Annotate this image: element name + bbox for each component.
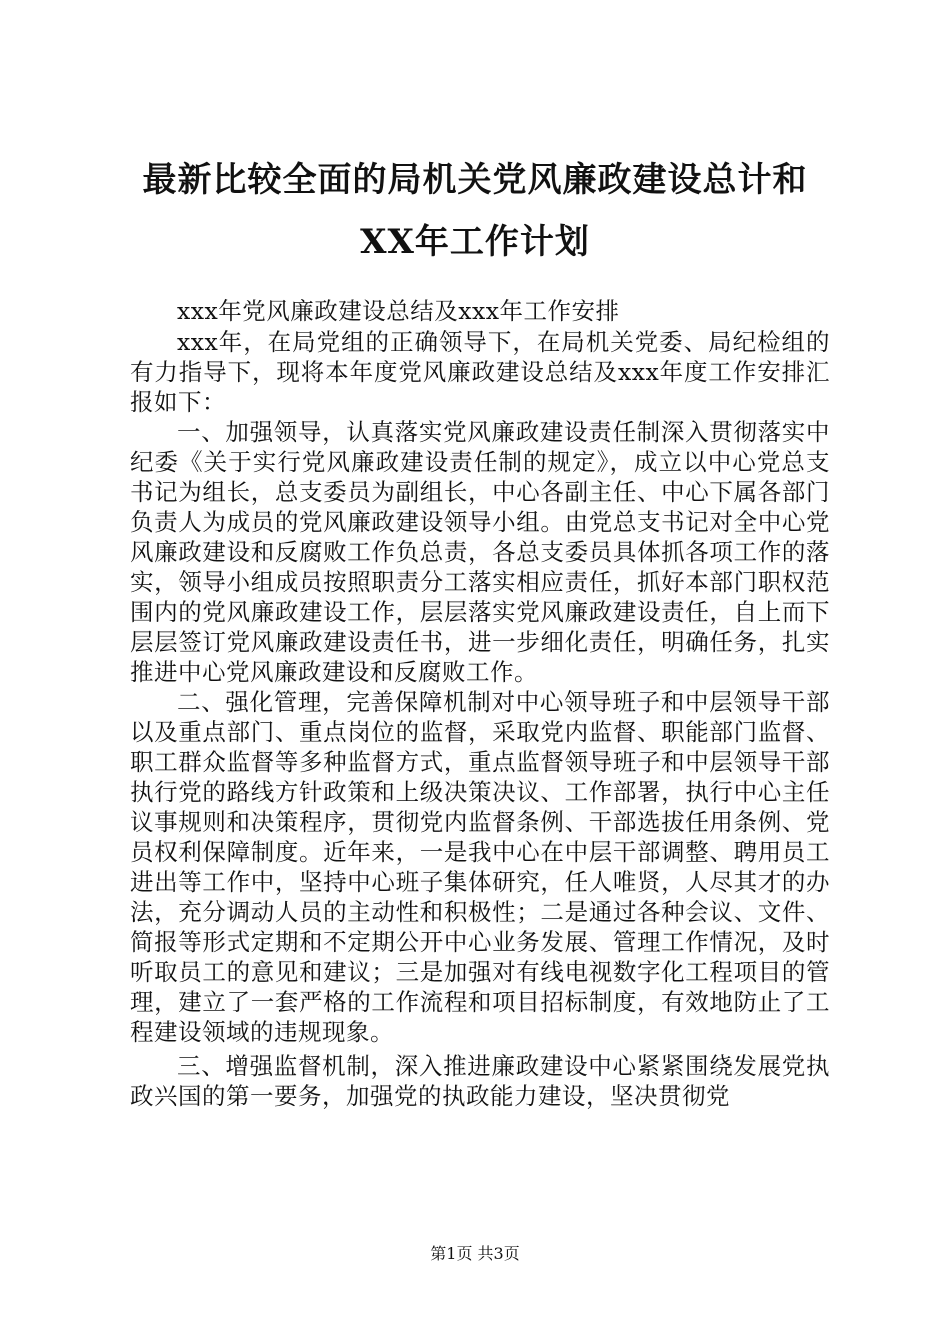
paragraph-section-1: 一、加强领导，认真落实党风廉政建设责任制深入贯彻落实中纪委《关于实行党风廉政建设责任制的规定》，成立以中心党总支书记为组长，总支委员为副组长，中心各副主任、中心下属各部门负责人为成员的党风廉政建设领导小组。由党总支书记对全中心党风廉政建设和反腐败工作负总责，各总支委员具体抓各项工作的落实，领导小组成员按照职责分工落实相应责任，抓好本部门职权范围内的党风廉政建设工作，层层落实党风廉政建设责任，自上而下层层签订党风廉政建设责任书，进一步细化责任，明确任务，扎实推进中心党风廉政建设和反腐败工作。 bbox=[130, 418, 830, 686]
paragraph-subtitle: xxx年党风廉政建设总结及xxx年工作安排 bbox=[177, 297, 620, 325]
paragraph-intro: xxx年，在局党组的正确领导下，在局机关党委、局纪检组的有力指导下，现将本年度党风廉政建设总结及xxx年度工作安排汇报如下： bbox=[130, 328, 830, 416]
document-title-line-1: 最新比较全面的局机关党风廉政建设总计和 bbox=[142, 160, 808, 200]
paragraph-section-3: 三、增强监督机制，深入推进廉政建设中心紧紧围绕发展党执政兴国的第一要务，加强党的执政能力建设，坚决贯彻党 bbox=[130, 1052, 830, 1110]
document-title-line-2: XX年工作计划 bbox=[360, 222, 590, 262]
document-body bbox=[130, 296, 830, 1111]
paragraph-section-2: 二、强化管理，完善保障机制对中心领导班子和中层领导干部以及重点部门、重点岗位的监督，采取党内监督、职能部门监督、职工群众监督等多种监督方式，重点监督领导班子和中层领导干部执行党的路线方针政策和上级决策决议、工作部署，执行中心主任议事规则和决策程序，贯彻党内监督条例、干部选拔任用条例、党员权利保障制度。近年来，一是我中心在中层干部调整、聘用员工进出等工作中，坚持中心班子集体研究，任人唯贤，人尽其才的办法，充分调动人员的主动性和积极性；二是通过各种会议、文件、简报等形式定期和不定期公开中心业务发展、管理工作情况，及时听取员工的意见和建议；三是加强对有线电视数字化工程项目的管理，建立了一套严格的工作流程和项目招标制度，有效地防止了工程建设领域的违规现象。 bbox=[130, 688, 830, 1046]
page-footer: 第1页 共3页 bbox=[430, 1244, 520, 1263]
